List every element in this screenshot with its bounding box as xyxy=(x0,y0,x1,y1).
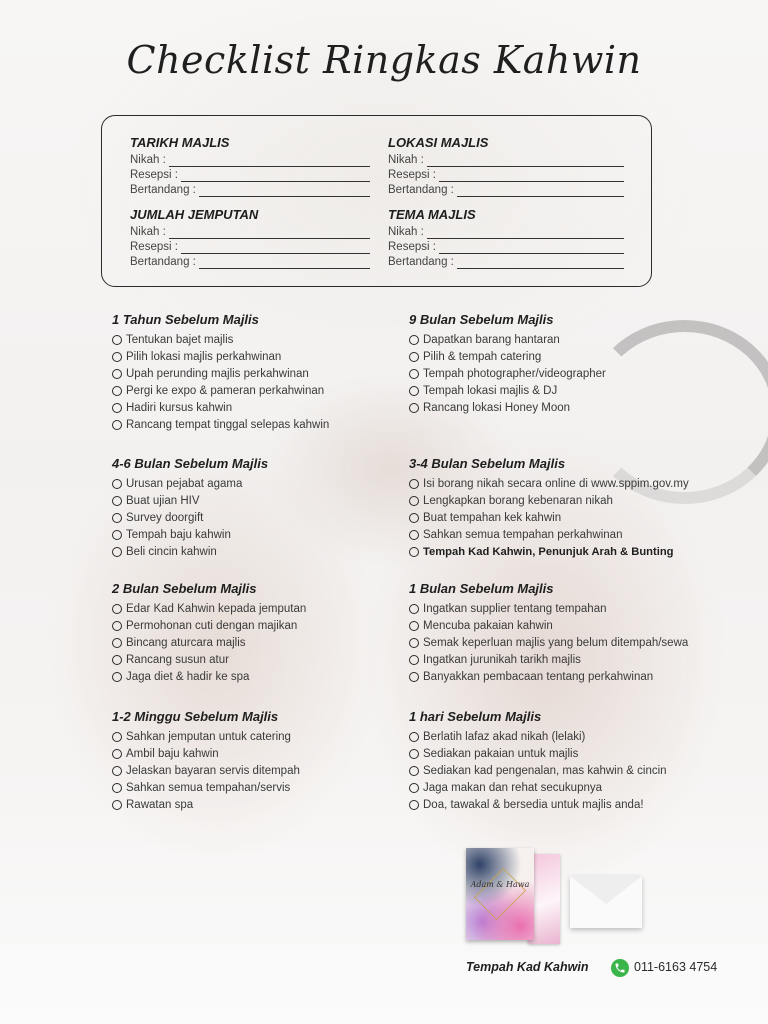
item-label: Sediakan pakaian untuk majlis xyxy=(423,748,579,761)
checkbox-circle-icon[interactable] xyxy=(409,732,419,742)
checkbox-circle-icon[interactable] xyxy=(112,513,122,523)
item-label: Dapatkan barang hantaran xyxy=(423,334,560,347)
item-label: Ingatkan jurunikah tarikh majlis xyxy=(423,654,581,667)
checkbox-circle-icon[interactable] xyxy=(409,655,419,665)
item-label: Pilih & tempah catering xyxy=(423,351,542,364)
checklist-item[interactable] xyxy=(112,383,432,400)
item-label: Ambil baju kahwin xyxy=(126,748,219,761)
checklist-item[interactable] xyxy=(112,510,432,527)
section-1-hari xyxy=(409,709,729,813)
jemputan-bertandang-row[interactable] xyxy=(130,254,370,269)
item-label: Ingatkan supplier tentang tempahan xyxy=(423,603,607,616)
section-title: 1 hari Sebelum Majlis xyxy=(409,709,542,724)
fill-line[interactable] xyxy=(457,257,624,269)
section-4-6-bulan xyxy=(112,456,432,560)
checklist-item[interactable] xyxy=(409,510,749,527)
checkbox-circle-icon[interactable] xyxy=(112,335,122,345)
checklist-item[interactable] xyxy=(112,652,432,669)
checkbox-circle-icon[interactable] xyxy=(409,513,419,523)
card-names: Adam & Hawa xyxy=(470,880,530,889)
section-title: 3-4 Bulan Sebelum Majlis xyxy=(409,456,566,471)
item-label: Buat tempahan kek kahwin xyxy=(423,512,562,525)
item-label: Doa, tawakal & bersedia untuk majlis anda! xyxy=(423,799,644,811)
tarikh-majlis-block xyxy=(130,135,370,197)
checklist-item[interactable] xyxy=(409,349,729,366)
checklist-item[interactable] xyxy=(409,797,729,814)
checklist-item[interactable] xyxy=(112,366,432,383)
checkbox-circle-icon[interactable] xyxy=(112,749,122,759)
checklist-item[interactable] xyxy=(112,601,432,618)
tema-nikah-row[interactable] xyxy=(388,224,624,239)
lokasi-nikah-row[interactable] xyxy=(388,152,624,167)
item-label: Tentukan bajet majlis xyxy=(126,334,234,347)
event-info-box xyxy=(101,115,652,287)
page-title: Checklist Ringkas Kahwin xyxy=(126,38,642,82)
checkbox-circle-icon[interactable] xyxy=(112,672,122,682)
checkbox-circle-icon[interactable] xyxy=(409,369,419,379)
tarikh-resepsi-row[interactable] xyxy=(130,167,370,182)
checkbox-circle-icon[interactable] xyxy=(112,369,122,379)
checklist-item[interactable] xyxy=(409,527,749,544)
checklist-item[interactable] xyxy=(409,400,729,417)
gold-frame xyxy=(474,868,526,920)
fill-line[interactable] xyxy=(181,170,370,182)
row-label: Nikah : xyxy=(130,226,166,238)
item-label: Banyakkan pembacaan tentang perkahwinan xyxy=(423,671,654,683)
section-1-tahun xyxy=(112,312,432,433)
envelope xyxy=(570,876,642,928)
jemputan-resepsi-row[interactable] xyxy=(130,239,370,254)
checkbox-circle-icon[interactable] xyxy=(409,547,419,557)
checklist-item[interactable] xyxy=(409,383,729,400)
item-label: Rancang susun atur xyxy=(126,654,229,667)
wedding-card-image[interactable] xyxy=(466,848,656,948)
tema-heading: TEMA MAJLIS xyxy=(388,207,476,222)
section-9-bulan xyxy=(409,312,729,416)
section-2-bulan xyxy=(112,581,432,685)
checkbox-circle-icon[interactable] xyxy=(409,604,419,614)
checklist-item[interactable] xyxy=(409,476,749,493)
checklist-item[interactable] xyxy=(112,763,432,780)
card-front xyxy=(466,848,534,940)
tema-bertandang-row[interactable] xyxy=(388,254,624,269)
checklist-item[interactable] xyxy=(112,332,432,349)
row-label: Nikah : xyxy=(388,154,424,166)
item-label: Semak keperluan majlis yang belum ditempah/sewa xyxy=(423,637,689,650)
checkbox-circle-icon[interactable] xyxy=(112,800,122,810)
checkbox-circle-icon[interactable] xyxy=(112,403,122,413)
checklist-item[interactable] xyxy=(112,669,432,686)
item-label: Berlatih lafaz akad nikah (lelaki) xyxy=(423,731,586,744)
row-label: Bertandang : xyxy=(130,184,196,196)
fill-line[interactable] xyxy=(439,170,624,182)
checkbox-circle-icon[interactable] xyxy=(112,621,122,631)
row-label: Resepsi : xyxy=(388,169,436,181)
item-label: Jaga diet & hadir ke spa xyxy=(126,671,250,683)
checklist-item[interactable] xyxy=(409,746,729,763)
checkbox-circle-icon[interactable] xyxy=(112,386,122,396)
tema-majlis-block xyxy=(388,207,624,269)
item-label: Mencuba pakaian kahwin xyxy=(423,620,553,633)
item-label: Rancang lokasi Honey Moon xyxy=(423,402,571,414)
item-label: Beli cincin kahwin xyxy=(126,546,217,558)
item-label: Urusan pejabat agama xyxy=(126,478,243,491)
checklist-item[interactable] xyxy=(112,729,432,746)
fill-line[interactable] xyxy=(169,227,370,239)
fill-line[interactable] xyxy=(181,242,370,254)
checkbox-circle-icon[interactable] xyxy=(409,621,419,631)
checklist-item[interactable] xyxy=(409,729,729,746)
fill-line[interactable] xyxy=(169,155,370,167)
lokasi-resepsi-row[interactable] xyxy=(388,167,624,182)
item-label: Survey doorgift xyxy=(126,512,204,525)
item-label: Tempah photographer/videographer xyxy=(423,368,606,381)
checklist-item[interactable] xyxy=(409,601,749,618)
checklist-item[interactable] xyxy=(112,544,432,561)
checklist-item[interactable] xyxy=(409,763,729,780)
fill-line[interactable] xyxy=(427,227,624,239)
checkbox-circle-icon[interactable] xyxy=(409,783,419,793)
checkbox-circle-icon[interactable] xyxy=(112,479,122,489)
item-label: Bincang aturcara majlis xyxy=(126,637,246,650)
checklist-item[interactable] xyxy=(409,366,729,383)
fill-line[interactable] xyxy=(457,185,624,197)
checklist-item[interactable] xyxy=(112,349,432,366)
checkbox-circle-icon[interactable] xyxy=(112,766,122,776)
section-title: 9 Bulan Sebelum Majlis xyxy=(409,312,554,327)
row-label: Resepsi : xyxy=(130,169,178,181)
item-label: Hadiri kursus kahwin xyxy=(126,402,233,414)
jemputan-heading: JUMLAH JEMPUTAN xyxy=(130,207,259,222)
tarikh-nikah-row[interactable] xyxy=(130,152,370,167)
checkbox-circle-icon[interactable] xyxy=(409,335,419,345)
item-label: Upah perunding majlis perkahwinan xyxy=(126,368,309,381)
item-label: Sahkan semua tempahan/servis xyxy=(126,782,291,795)
phone-glyph xyxy=(614,962,626,974)
checklist-item[interactable] xyxy=(112,400,432,417)
item-label: Sahkan jemputan untuk catering xyxy=(126,731,291,744)
checkbox-circle-icon[interactable] xyxy=(112,732,122,742)
section-title: 1-2 Minggu Sebelum Majlis xyxy=(112,709,279,724)
footer-label: Tempah Kad Kahwin xyxy=(466,960,589,974)
checkbox-circle-icon[interactable] xyxy=(112,638,122,648)
checkbox-circle-icon[interactable] xyxy=(112,547,122,557)
item-label: Jelaskan bayaran servis ditempah xyxy=(126,765,300,778)
checklist-item[interactable] xyxy=(409,493,749,510)
item-label: Tempah lokasi majlis & DJ xyxy=(423,385,558,398)
item-label: Pergi ke expo & pameran perkahwinan xyxy=(126,385,325,398)
checklist-item[interactable] xyxy=(409,669,749,686)
item-label: Isi borang nikah secara online di www.sppim.gov.my xyxy=(423,478,689,491)
row-label: Bertandang : xyxy=(388,256,454,268)
row-label: Nikah : xyxy=(130,154,166,166)
checklist-item[interactable] xyxy=(112,635,432,652)
checkbox-circle-icon[interactable] xyxy=(112,604,122,614)
row-label: Bertandang : xyxy=(388,184,454,196)
section-3-4-bulan xyxy=(409,456,749,560)
checklist-item[interactable] xyxy=(409,332,729,349)
tarikh-heading: TARIKH MAJLIS xyxy=(130,135,230,150)
section-1-2-minggu xyxy=(112,709,432,813)
tarikh-bertandang-row[interactable] xyxy=(130,182,370,197)
item-label: Pilih lokasi majlis perkahwinan xyxy=(126,351,282,364)
envelope-flap xyxy=(570,876,642,904)
checkbox-circle-icon[interactable] xyxy=(409,352,419,362)
section-title: 1 Tahun Sebelum Majlis xyxy=(112,312,259,327)
checkbox-circle-icon[interactable] xyxy=(409,403,419,413)
checklist-item[interactable] xyxy=(409,780,729,797)
section-title: 4-6 Bulan Sebelum Majlis xyxy=(112,456,269,471)
section-title: 2 Bulan Sebelum Majlis xyxy=(112,581,257,596)
checkbox-circle-icon[interactable] xyxy=(112,496,122,506)
checkbox-circle-icon[interactable] xyxy=(409,638,419,648)
checkbox-circle-icon[interactable] xyxy=(409,386,419,396)
checklist-item[interactable] xyxy=(112,746,432,763)
row-label: Resepsi : xyxy=(130,241,178,253)
row-label: Nikah : xyxy=(388,226,424,238)
item-label: Tempah baju kahwin xyxy=(126,529,231,542)
checklist-item[interactable] xyxy=(112,527,432,544)
checkbox-circle-icon[interactable] xyxy=(112,655,122,665)
checkbox-circle-icon[interactable] xyxy=(409,766,419,776)
lokasi-heading: LOKASI MAJLIS xyxy=(388,135,489,150)
jumlah-jemputan-block xyxy=(130,207,370,269)
checklist-item[interactable] xyxy=(112,416,432,433)
jemputan-nikah-row[interactable] xyxy=(130,224,370,239)
checklist-item-highlight[interactable] xyxy=(409,544,749,561)
fill-line[interactable] xyxy=(199,257,370,269)
lokasi-majlis-block xyxy=(388,135,624,197)
phone-number[interactable]: 011-6163 4754 xyxy=(634,960,718,974)
checkbox-circle-icon[interactable] xyxy=(112,420,122,430)
item-label: Permohonan cuti dengan majikan xyxy=(126,620,298,633)
row-label: Bertandang : xyxy=(130,256,196,268)
row-label: Resepsi : xyxy=(388,241,436,253)
item-label: Edar Kad Kahwin kepada jemputan xyxy=(126,603,307,616)
checkbox-circle-icon[interactable] xyxy=(112,783,122,793)
checkbox-circle-icon[interactable] xyxy=(409,496,419,506)
checklist-item[interactable] xyxy=(409,635,749,652)
item-label: Tempah Kad Kahwin, Penunjuk Arah & Bunting xyxy=(423,546,674,558)
item-label: Rancang tempat tinggal selepas kahwin xyxy=(126,418,330,431)
whatsapp-icon[interactable] xyxy=(611,959,629,977)
section-title: 1 Bulan Sebelum Majlis xyxy=(409,581,554,596)
item-label: Rawatan spa xyxy=(126,799,194,811)
lokasi-bertandang-row[interactable] xyxy=(388,182,624,197)
checkbox-circle-icon[interactable] xyxy=(409,800,419,810)
checkbox-circle-icon[interactable] xyxy=(409,749,419,759)
checklist-item[interactable] xyxy=(112,493,432,510)
fill-line[interactable] xyxy=(427,155,624,167)
item-label: Sediakan kad pengenalan, mas kahwin & cincin xyxy=(423,765,667,778)
checkbox-circle-icon[interactable] xyxy=(409,479,419,489)
item-label: Lengkapkan borang kebenaran nikah xyxy=(423,495,613,508)
checkbox-circle-icon[interactable] xyxy=(112,352,122,362)
item-label: Sahkan semua tempahan perkahwinan xyxy=(423,529,623,542)
item-label: Buat ujian HIV xyxy=(126,495,200,508)
checklist-item[interactable] xyxy=(112,476,432,493)
checklist-item[interactable] xyxy=(409,652,749,669)
fill-line[interactable] xyxy=(439,242,624,254)
section-1-bulan xyxy=(409,581,749,685)
checklist-item[interactable] xyxy=(409,618,749,635)
checklist-item[interactable] xyxy=(112,780,432,797)
checklist-item[interactable] xyxy=(112,618,432,635)
tema-resepsi-row[interactable] xyxy=(388,239,624,254)
fill-line[interactable] xyxy=(199,185,370,197)
checklist-item[interactable] xyxy=(112,797,432,814)
checkbox-circle-icon[interactable] xyxy=(112,530,122,540)
checkbox-circle-icon[interactable] xyxy=(409,530,419,540)
item-label: Jaga makan dan rehat secukupnya xyxy=(423,782,603,795)
checkbox-circle-icon[interactable] xyxy=(409,672,419,682)
